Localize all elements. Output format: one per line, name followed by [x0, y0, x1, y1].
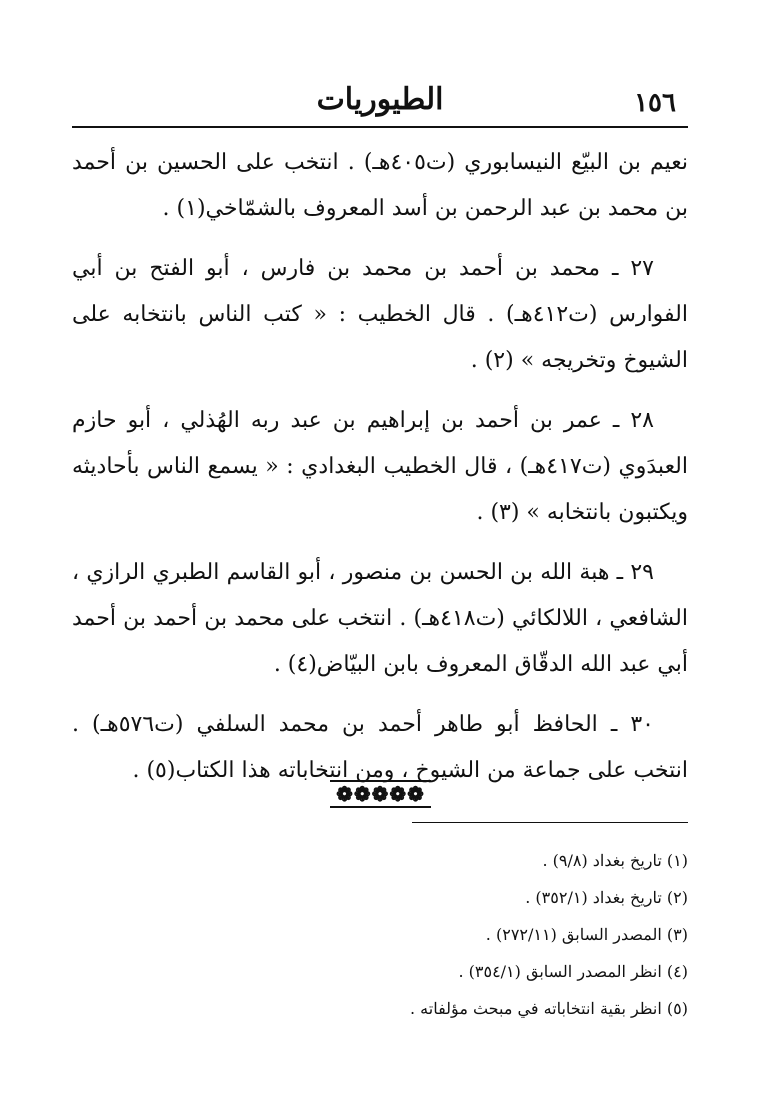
footnote-4: (٤) انظر المصدر السابق (٣٥٤/١) . — [458, 962, 688, 981]
paragraph-continuation: نعيم بن البيّع النيسابوري (ت٤٠٥هـ) . انتخب على الحسين بن أحمد بن محمد بن عبد الرحمن بن أسد المعروف بالشمّاخي(١) . — [72, 150, 688, 221]
paragraph-entry-28: ٢٨ ـ عمر بن أحمد بن إبراهيم بن عبد ربه الهُذلي ، أبو حازم العبدَوي (ت٤١٧هـ) ، قال الخطيب البغدادي : « يسمع الناس بأحاديثه ويكتبون بانتخابه » (٣) . — [72, 408, 688, 525]
footnote-5: (٥) انظر بقية انتخاباته في مبحث مؤلفاته . — [410, 999, 688, 1018]
footnote-rule — [412, 822, 688, 823]
footnotes — [72, 842, 688, 1027]
page-header — [72, 78, 688, 126]
footnote-3: (٣) المصدر السابق (٢٧٢/١١) . — [485, 925, 688, 944]
footnote-2: (٢) تاريخ بغداد (٣٥٢/١) . — [525, 888, 688, 907]
running-title: الطيوريات — [316, 82, 444, 117]
section-ornament — [0, 780, 761, 808]
footnote-1: (١) تاريخ بغداد (٩/٨) . — [542, 851, 688, 870]
page-number: ١٥٦ — [634, 88, 676, 118]
header-rule — [72, 126, 688, 128]
body-text — [72, 140, 688, 808]
ornament-glyphs: ❁❁❁❁❁ — [330, 780, 431, 808]
paragraph-entry-27: ٢٧ ـ محمد بن أحمد بن محمد بن فارس ، أبو الفتح بن أبي الفوارس (ت٤١٢هـ) . قال الخطيب : « كتب الناس بانتخابه على الشيوخ وتخريجه » (٢) . — [72, 256, 688, 373]
paragraph-entry-30: ٣٠ ـ الحافظ أبو طاهر أحمد بن محمد السلفي (ت٥٧٦هـ) . انتخب على جماعة من الشيوخ ، ومن انتخاباته هذا الكتاب(٥) . — [72, 712, 688, 783]
paragraph-entry-29: ٢٩ ـ هبة الله بن الحسن بن منصور ، أبو القاسم الطبري الرازي ، الشافعي ، اللالكائي (ت٤١٨هـ) . انتخب على محمد بن أحمد بن أحمد أبي عبد الله الدقّاق المعروف بابن البيّاض(٤) . — [72, 560, 688, 677]
